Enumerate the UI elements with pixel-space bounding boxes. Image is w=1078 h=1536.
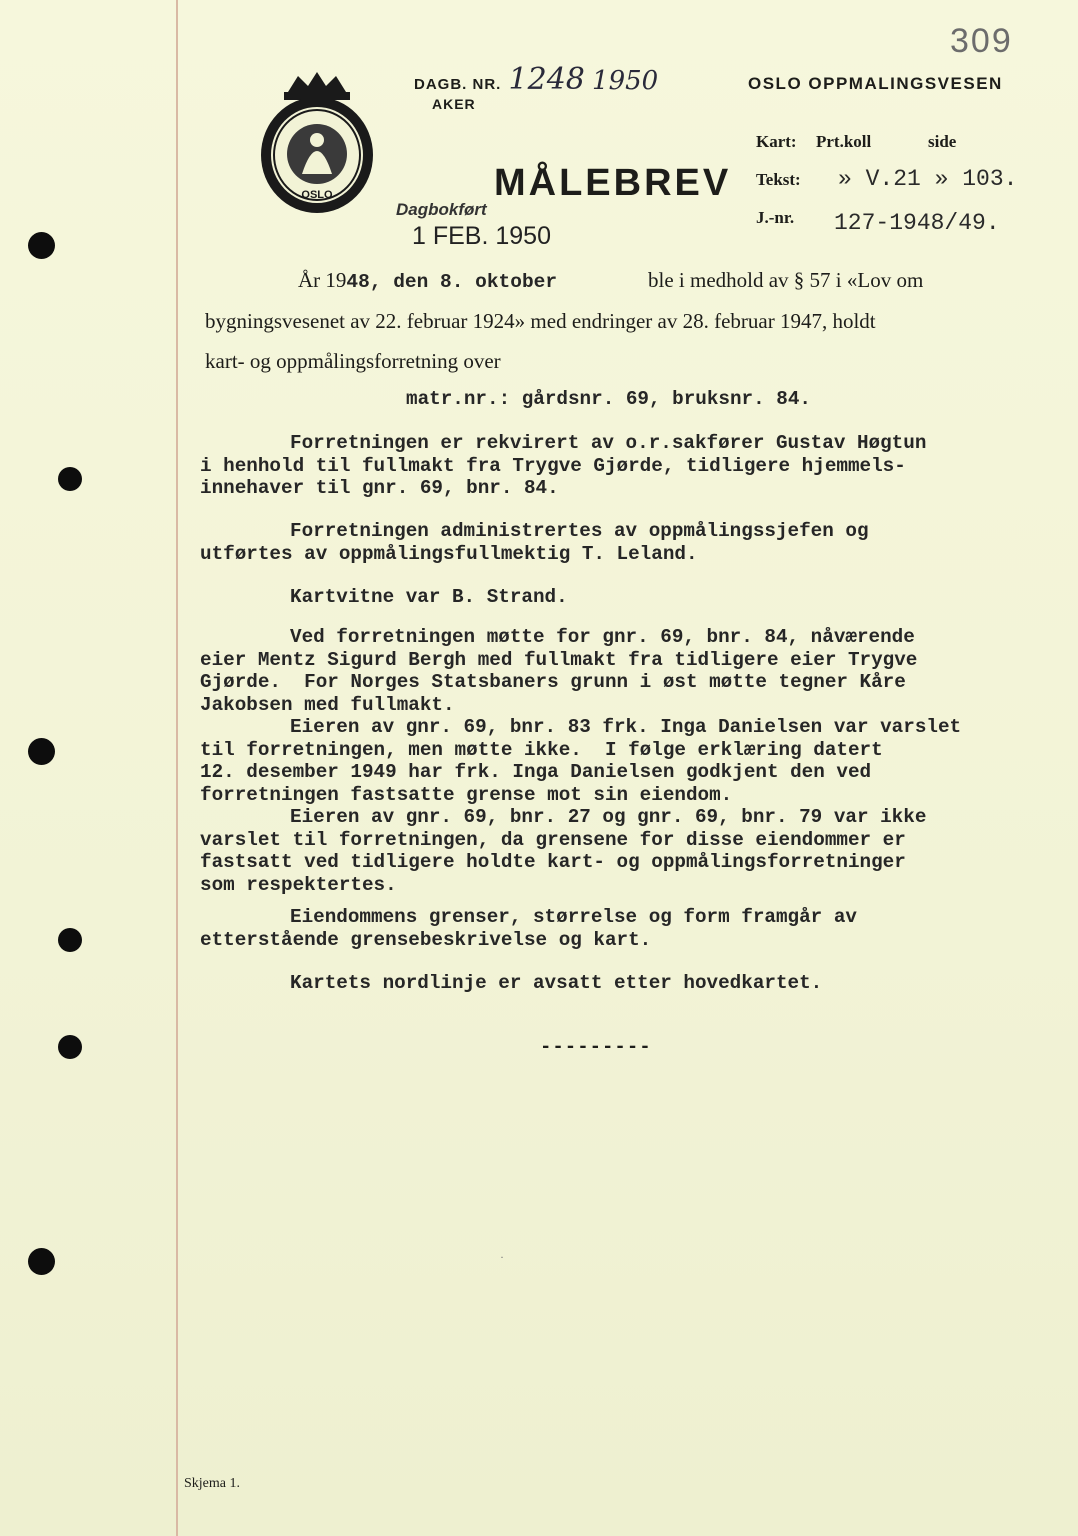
journal-year: 1950 — [592, 66, 659, 96]
side-label: side — [928, 132, 957, 151]
organization-name: OSLO OPPMALINGSVESEN — [748, 74, 1003, 93]
paragraph-requisition — [200, 432, 1050, 500]
separator: --------- — [540, 1036, 652, 1058]
speck-mark: · — [500, 1250, 504, 1264]
intro-rest: ble i medhold av § 57 i «Lov om — [648, 268, 924, 292]
stamp-date: 1 FEB. 1950 — [412, 222, 551, 250]
text-line: Kartets nordlinje er avsatt etter hovedkartet. — [290, 972, 823, 994]
text-line: Forretningen administrertes av oppmålingssjefen og — [290, 520, 869, 542]
text-line: Eieren av gnr. 69, bnr. 83 frk. Inga Danielsen var varslet — [290, 716, 962, 738]
text-line: Eiendommens grenser, størrelse og form framgår av — [290, 906, 857, 928]
binder-hole — [58, 928, 82, 952]
paragraph-boundaries — [200, 906, 1050, 951]
text-line: i henhold til fullmakt fra Trygve Gjørde, tidligere hjemmels- — [200, 454, 906, 477]
text-line: som respektertes. — [200, 873, 397, 896]
text-label: Tekst: — [756, 170, 801, 189]
map-label: Kart: — [756, 132, 797, 151]
text-line: Gjørde. For Norges Statsbaners grunn i øst møtte tegner Kåre — [200, 671, 906, 693]
margin-line — [176, 0, 178, 1536]
text-line: forretningen fastsatte grense mot sin eiendom. — [200, 783, 733, 806]
paragraph-north-line — [200, 972, 1050, 995]
paragraph-attendance — [200, 626, 1050, 896]
property-reference: matr.nr.: gårdsnr. 69, bruksnr. 84. — [406, 388, 811, 410]
district-label: AKER — [432, 96, 476, 112]
map-value: Prt.koll — [816, 132, 872, 151]
text-line: fastsatt ved tidligere holdte kart- og oppmålingsforretninger — [200, 851, 906, 873]
stamp-label: Dagbokført — [396, 200, 487, 219]
paragraph-administration — [200, 520, 1050, 565]
text-line: Ved forretningen møtte for gnr. 69, bnr. 84, nåværende — [290, 626, 915, 648]
paragraph-witness — [200, 586, 1050, 609]
text-line: 12. desember 1949 har frk. Inga Danielsen godkjent den ved — [200, 761, 872, 783]
journal-ref-label: J.-nr. — [756, 208, 795, 227]
text-line: eier Mentz Sigurd Bergh med fullmakt fra tidligere eier Trygve — [200, 648, 918, 671]
text-line: etterstående grensebeskrivelse og kart. — [200, 928, 652, 951]
text-line: til forretningen, men møtte ikke. I følge erklæring datert — [200, 738, 883, 761]
text-line: innehaver til gnr. 69, bnr. 84. — [200, 477, 559, 499]
page-number: 309 — [950, 22, 1013, 60]
text-value: » V.21 » 103. — [838, 166, 1018, 192]
text-line: Jakobsen med fullmakt. — [200, 693, 455, 716]
intro-date: 48, den 8. oktober — [346, 271, 558, 293]
crest-label: OSLO — [301, 189, 333, 201]
intro-prefix: År 19 — [298, 268, 347, 292]
binder-hole — [28, 1248, 55, 1275]
binder-hole — [28, 738, 55, 765]
oslo-crest-icon — [258, 70, 376, 218]
intro-line-2: bygningsvesenet av 22. februar 1924» med endringer av 28. februar 1947, holdt — [205, 309, 876, 333]
text-line: Eieren av gnr. 69, bnr. 27 og gnr. 69, bnr. 79 var ikke — [290, 806, 927, 828]
journal-label: DAGB. NR. — [414, 76, 502, 93]
text-line: utførtes av oppmålingsfullmektig T. Leland. — [200, 542, 698, 565]
text-line: Kartvitne var B. Strand. — [290, 586, 568, 608]
binder-hole — [58, 467, 82, 491]
journal-number-value: 1248 — [508, 62, 585, 97]
document-title: MÅLEBREV — [494, 162, 732, 204]
intro-line-1 — [298, 260, 1048, 301]
binder-hole — [58, 1035, 82, 1059]
form-label: Skjema 1. — [184, 1476, 240, 1491]
journal-ref-value: 127-1948/49. — [834, 210, 1000, 236]
binder-hole — [28, 232, 55, 259]
text-line: varslet til forretningen, da grensene for disse eiendommer er — [200, 828, 906, 851]
text-line: Forretningen er rekvirert av o.r.sakfører Gustav Høgtun — [290, 432, 927, 454]
journal-number — [414, 62, 658, 97]
intro-line-3: kart- og oppmålingsforretning over — [205, 349, 501, 373]
